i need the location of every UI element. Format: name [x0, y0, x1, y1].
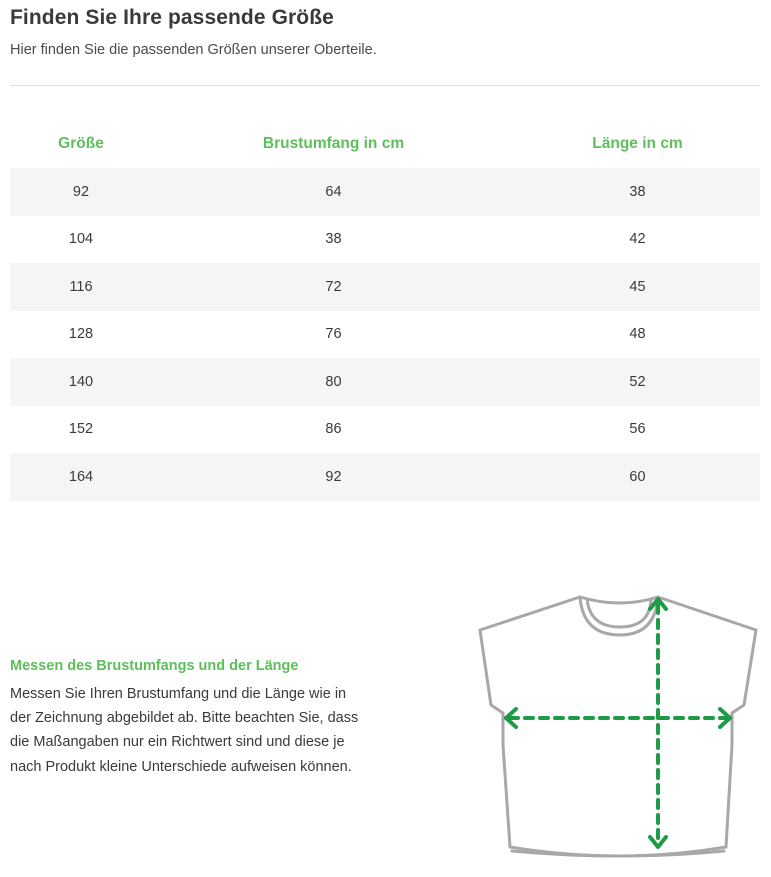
header-chest: Brustumfang in cm	[262, 135, 405, 152]
cell-chest: 80	[152, 358, 515, 406]
chest-arrow	[506, 709, 730, 727]
cell-size: 116	[10, 263, 152, 311]
cell-size: 92	[10, 168, 152, 216]
cell-length: 52	[515, 358, 760, 406]
table-row	[10, 263, 760, 311]
measurement-heading: Messen des Brustumfangs und der Länge	[10, 658, 299, 674]
cell-length: 42	[629, 231, 646, 248]
cell-length: 45	[515, 263, 760, 311]
cell-size: 164	[10, 453, 152, 501]
length-arrow	[650, 599, 666, 847]
cell-size: 140	[10, 358, 152, 406]
cell-length: 38	[515, 168, 760, 216]
page-subtitle: Hier finden Sie die passenden Größen unserer Oberteile.	[10, 42, 377, 58]
cell-chest: 76	[325, 326, 342, 343]
cell-chest: 38	[325, 231, 342, 248]
cell-chest: 92	[152, 453, 515, 501]
table-row	[10, 406, 760, 454]
measurement-text: Messen Sie Ihren Brustumfang und die Länge wie in der Zeichnung abgebildet ab. Bitte beachten Sie, dass die Maßangaben nur ein Richtwert sind und diese je nach Produkt kleine Unterschiede aufweisen können.	[10, 686, 359, 775]
header-length: Länge in cm	[592, 135, 683, 152]
table-row	[10, 311, 760, 359]
cell-length: 48	[629, 326, 646, 343]
cell-chest: 64	[152, 168, 515, 216]
table-row	[10, 216, 760, 264]
cell-length: 56	[629, 421, 646, 438]
cell-size: 104	[68, 231, 94, 248]
table-header-row	[10, 120, 760, 168]
cell-length: 60	[515, 453, 760, 501]
table-row	[10, 358, 760, 406]
cell-chest: 72	[152, 263, 515, 311]
size-table	[10, 120, 760, 501]
divider	[10, 85, 760, 86]
cell-chest: 86	[325, 421, 342, 438]
cell-size: 152	[68, 421, 94, 438]
page-title: Finden Sie Ihre passende Größe	[10, 6, 334, 29]
cell-size: 128	[68, 326, 94, 343]
tshirt-shoulder-line	[580, 597, 658, 603]
table-row	[10, 453, 760, 501]
tshirt-measurement-icon	[470, 585, 770, 877]
header-size: Größe	[58, 135, 104, 152]
table-row	[10, 168, 760, 216]
